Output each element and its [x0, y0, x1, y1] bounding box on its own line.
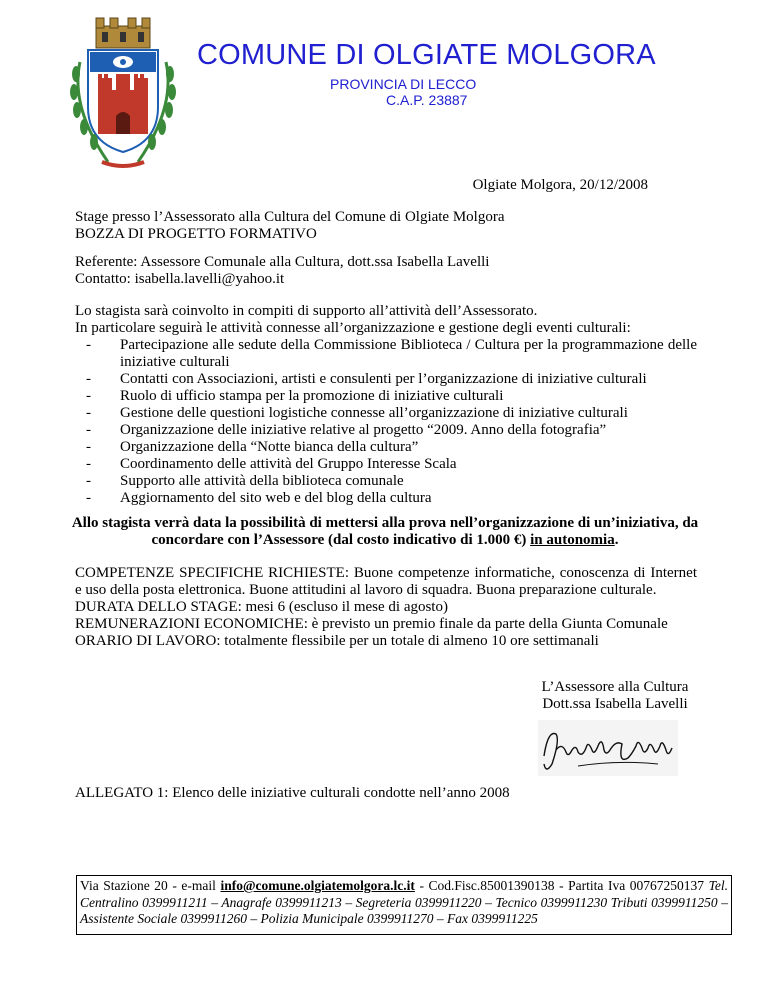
list-item: - Aggiornamento del sito web e del blog della cultura: [86, 490, 432, 506]
remunerazioni-line: REMUNERAZIONI ECONOMICHE: è previsto un premio finale da parte della Giunta Comunale: [75, 616, 668, 632]
province-label: PROVINCIA DI LECCO: [330, 76, 477, 92]
subject-block: [75, 209, 697, 243]
list-item: - Organizzazione delle iniziative relative al progetto “2009. Anno della fotografia”: [86, 422, 607, 438]
list-item: - Coordinamento delle attività del Gruppo Interesse Scala: [86, 456, 457, 472]
list-item: - Organizzazione della “Notte bianca della cultura”: [86, 439, 419, 455]
castle-icon: [98, 74, 148, 134]
email-link[interactable]: info@comune.olgiatemolgora.lc.it: [220, 878, 415, 893]
list-item: - Partecipazione alle sedute della Commissione Biblioteca / Cultura per la programmazione delle iniziative culturali: [86, 337, 697, 370]
municipality-title: COMUNE DI OLGIATE MOLGORA: [197, 39, 656, 71]
list-item: - Supporto alle attività della biblioteca comunale: [86, 473, 404, 489]
highlight-paragraph: Allo stagista verrà data la possibilità di mettersi alla prova nell’organizzazione di un’iniziativa, da concordare con l’Assessore (dal costo indicativo di 1.000 €) in autonomia.: [71, 515, 699, 548]
referent-block: [75, 254, 697, 288]
attachment-line: ALLEGATO 1: Elenco delle iniziative culturali condotte nell’anno 2008: [75, 785, 510, 801]
competenze-paragraph: COMPETENZE SPECIFICHE RICHIESTE: Buone competenze informatiche, conoscenza di Internet e uso della posta elettronica. Buone attitudini al lavoro di squadra. Buona preparazione culturale.: [75, 565, 697, 598]
list-item: - Ruolo di ufficio stampa per la promozione di iniziative culturali: [86, 388, 504, 404]
handwritten-signature: [538, 720, 678, 776]
requirements-block: [75, 565, 697, 650]
intro-line: In particolare seguirà le attività connesse all’organizzazione e gestione degli eventi culturali:: [75, 320, 631, 336]
signatory-name: Dott.ssa Isabella Lavelli: [542, 696, 688, 712]
task-list: [75, 337, 697, 507]
list-item: - Gestione delle questioni logistiche connesse all’organizzazione di iniziative culturali: [86, 405, 628, 421]
subject-title: BOZZA DI PROGETTO FORMATIVO: [75, 226, 317, 242]
durata-line: DURATA DELLO STAGE: mesi 6 (escluso il mese di agosto): [75, 599, 448, 615]
orario-line: ORARIO DI LAVORO: totalmente flessibile per un totale di almeno 10 ore settimanali: [75, 633, 599, 649]
signatory-role: L’Assessore alla Cultura: [541, 679, 689, 695]
intro-block: [75, 303, 697, 337]
intro-line: Lo stagista sarà coinvolto in compiti di supporto all’attività dell’Assessorato.: [75, 303, 538, 319]
subject-line: Stage presso l’Assessorato alla Cultura del Comune di Olgiate Molgora: [75, 209, 505, 225]
list-item: - Contatti con Associazioni, artisti e consulenti per l’organizzazione di iniziative culturali: [86, 371, 647, 387]
signatory-block: [520, 679, 710, 713]
document-date: Olgiate Molgora, 20/12/2008: [472, 177, 648, 193]
referent-line: Referente: Assessore Comunale alla Cultura, dott.ssa Isabella Lavelli: [75, 254, 490, 270]
footer-contact-box: Via Stazione 20 - e-mail info@comune.olgiatemolgora.lc.it - Cod.Fisc.85001390138 - Partita Iva 00767250137 Tel. Centralino 0399911211 – Anagrafe 0399911213 – Segreteria 0399911220 – Tecnico 0399911230 Tributi 0399911250 – Assistente Sociale 0399911260 – Polizia Municipale 0399911270 – Fax 0399911225: [76, 875, 732, 935]
postal-code-label: C.A.P. 23887: [386, 92, 468, 108]
crown-icon: [96, 18, 150, 48]
contact-line: Contatto: isabella.lavelli@yahoo.it: [75, 271, 285, 287]
municipal-crest-logo: [58, 12, 188, 172]
